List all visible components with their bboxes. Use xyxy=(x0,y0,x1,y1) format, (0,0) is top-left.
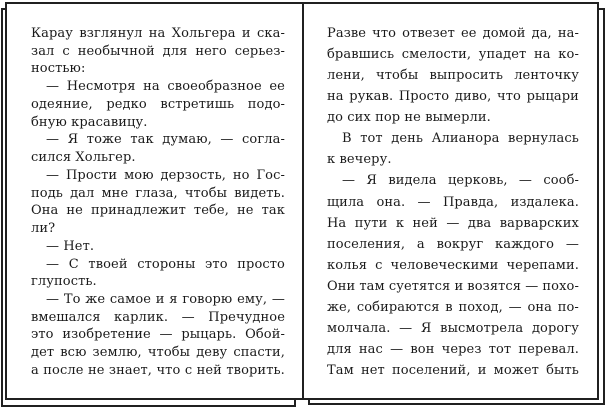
text-line: для нас — вон через тот перевал. xyxy=(327,341,579,357)
text-line: На пути к ней — два варварских xyxy=(327,215,579,231)
text-line: Разве что отвезет ее домой да, на- xyxy=(327,26,579,41)
page-text-left xyxy=(31,26,285,379)
text-line: ли? xyxy=(31,221,56,237)
text-line: В тот день Алианора вернулась xyxy=(342,131,579,147)
text-line: — Я видела церковь, — сооб- xyxy=(342,173,579,189)
text-line: на рукав. Просто диво, что рыцари xyxy=(327,89,579,105)
text-line: это изобретение — рыцарь. Обой- xyxy=(31,327,285,343)
page-text-right xyxy=(327,26,579,379)
book-page-left[interactable] xyxy=(5,2,303,400)
text-line: же, собираются в поход, — она по- xyxy=(327,299,579,315)
text-line: к вечеру. xyxy=(327,152,392,168)
book-page-right[interactable] xyxy=(303,2,599,400)
text-line: подь дал мне глаза, чтобы видеть. xyxy=(31,185,285,201)
text-line: зал с необычной для него серьез- xyxy=(31,43,285,59)
text-line: щила она. — Правда, издалека. xyxy=(327,194,579,210)
text-line: — Прости мою дерзость, но Гос- xyxy=(46,167,285,183)
text-line: — Несмотря на своеобразное ее xyxy=(46,79,285,95)
text-line: вмешался карлик. — Пречудное xyxy=(31,309,285,325)
text-line: лени, чтобы выпросить ленточку xyxy=(327,68,579,84)
text-line: Они там суетятся и возятся — похо- xyxy=(327,278,579,294)
text-line: молчала. — Я высмотрела дорогу xyxy=(327,320,579,336)
text-line: Она не принадлежит тебе, не так xyxy=(31,203,285,219)
text-line: а после не знает, что с ней творить. xyxy=(31,362,285,378)
text-line: дет всю землю, чтобы деву спасти, xyxy=(31,345,285,361)
text-line: одеяние, редко встретишь подо- xyxy=(31,96,285,112)
text-line: — Нет. xyxy=(46,238,95,254)
text-line: Карау взглянул на Хольгера и ска- xyxy=(31,26,285,41)
text-line: поселения, а вокруг каждого — xyxy=(327,236,579,252)
text-line: — То же самое и я говорю ему, — xyxy=(46,292,285,308)
text-line: до сих пор не вымерли. xyxy=(327,110,491,126)
text-line: глупость. xyxy=(31,274,97,290)
text-line: бную красавицу. xyxy=(31,114,148,130)
text-line: ностью: xyxy=(31,61,86,77)
text-line: колья с человеческими черепами. xyxy=(327,257,579,273)
text-line: сился Хольгер. xyxy=(31,150,136,166)
text-line: — Я тоже так думаю, — согла- xyxy=(46,132,285,148)
text-line: бравшись смелости, упадет на ко- xyxy=(327,47,579,63)
text-line: Там нет поселений, и может быть xyxy=(327,363,579,378)
text-line: — С твоей стороны это просто xyxy=(46,256,285,272)
